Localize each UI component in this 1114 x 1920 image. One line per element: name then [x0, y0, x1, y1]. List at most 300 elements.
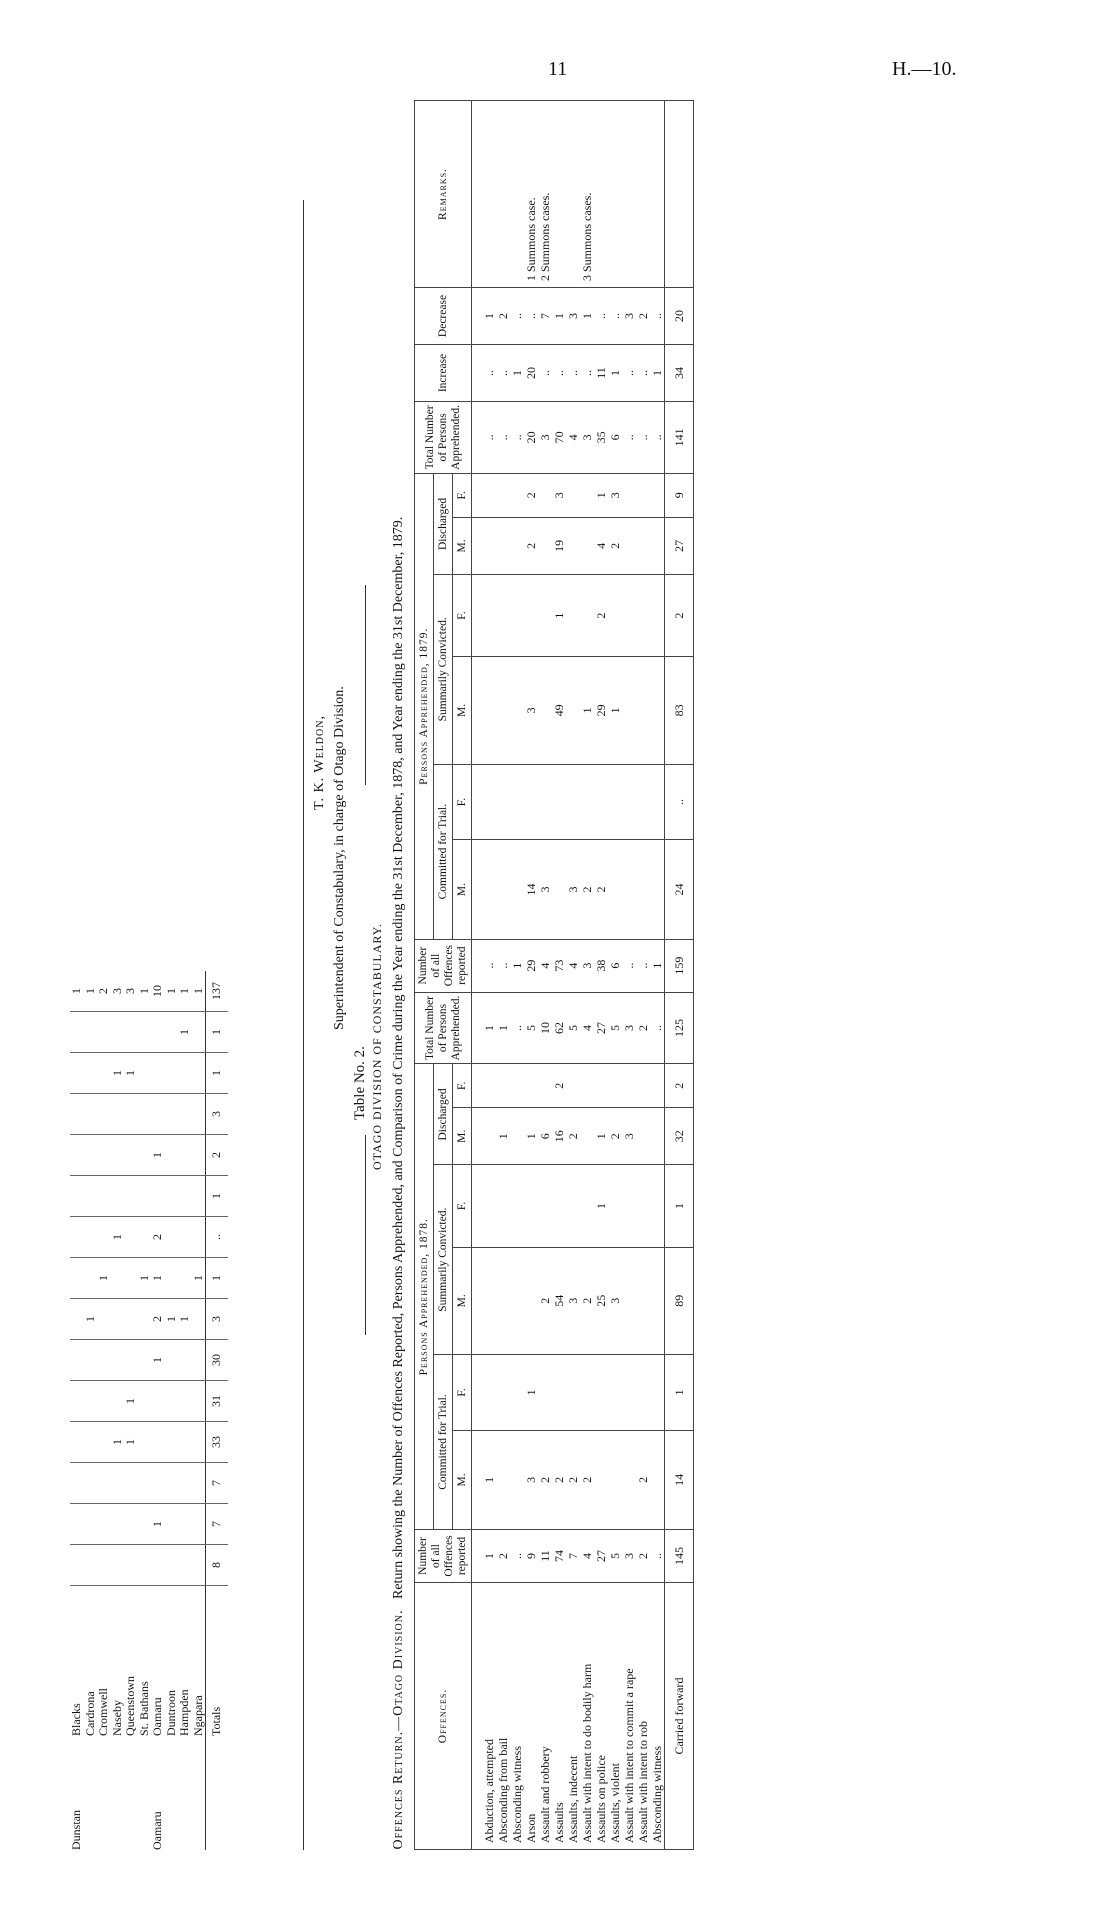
totals-cell: 31 [206, 1381, 229, 1422]
cell-1878: .. [510, 992, 524, 1064]
col-m: M. [453, 657, 472, 765]
cell-1879: .. [496, 402, 510, 474]
cell-1878 [580, 1355, 594, 1431]
cell-decrease: .. [524, 288, 538, 345]
cell-remarks: 2 Summons cases. [538, 101, 552, 288]
district-cell [124, 1463, 138, 1504]
cell-1879: 4 [594, 517, 608, 574]
cell-increase: 1 [608, 345, 622, 402]
district-cell [70, 1217, 84, 1258]
district-cell [151, 1422, 165, 1463]
cell-1878 [472, 1064, 497, 1108]
district-cell [165, 1545, 179, 1586]
totals-cell: .. [206, 1217, 229, 1258]
cell-1879 [524, 575, 538, 657]
cell-1879 [594, 764, 608, 840]
district-cell [111, 1504, 125, 1545]
district-cell [70, 1504, 84, 1545]
cf-1878: 1 [665, 1355, 694, 1431]
cell-remarks [636, 101, 650, 288]
district-cell [97, 1135, 111, 1176]
cell-1879 [636, 517, 650, 574]
district-cell [97, 1504, 111, 1545]
district-row [192, 971, 206, 1850]
totals-cell: 8 [206, 1545, 229, 1586]
district-cell [165, 1381, 179, 1422]
district-cell: 1 [178, 971, 192, 1012]
cell-remarks [608, 101, 622, 288]
cell-1878: 1 [472, 992, 497, 1064]
cell-1879: 3 [538, 402, 552, 474]
offence-row [622, 101, 636, 1850]
district-cell [138, 1422, 152, 1463]
cell-1879: 2 [594, 840, 608, 939]
offence-name: Assaults [552, 1583, 566, 1850]
cell-1878 [608, 1064, 622, 1108]
cell-1879: 70 [552, 402, 566, 474]
cell-1879: .. [650, 402, 665, 474]
cell-1879 [566, 764, 580, 840]
offence-name: Assaults, violent [608, 1583, 622, 1850]
cell-1879 [566, 575, 580, 657]
district-cell [165, 1217, 179, 1258]
cell-1879: 3 [538, 840, 552, 939]
cell-1878: 1 [496, 992, 510, 1064]
cell-1878: .. [650, 992, 665, 1064]
district-cell [165, 1504, 179, 1545]
district-cell [178, 1217, 192, 1258]
col-group-1878: Persons Apprehended, 1878. [415, 1064, 434, 1530]
col-m: M. [453, 1247, 472, 1355]
district-cell [124, 1135, 138, 1176]
station-name: Hampden [177, 1689, 191, 1736]
cell-decrease: 3 [566, 288, 580, 345]
district-cell: 1 [165, 1299, 179, 1340]
district-cell: 2 [97, 971, 111, 1012]
cell-1878: 3 [622, 1530, 636, 1583]
cell-1878 [472, 1108, 497, 1165]
totals-cell: 3 [206, 1094, 229, 1135]
district-cell [84, 1176, 98, 1217]
cell-1878: 2 [636, 992, 650, 1064]
cell-remarks: 3 Summons cases. [580, 101, 594, 288]
cell-1879 [636, 657, 650, 765]
district-cell [111, 1176, 125, 1217]
cell-1879: 2 [524, 473, 538, 517]
cell-1879: 3 [566, 840, 580, 939]
totals-cell: 1 [206, 1258, 229, 1299]
cell-1879: .. [472, 939, 497, 992]
district-cell [111, 1340, 125, 1381]
offence-row [580, 101, 594, 1850]
col-m: M. [453, 1108, 472, 1165]
district-cell [165, 1340, 179, 1381]
cell-1879 [510, 840, 524, 939]
district-cell [97, 1422, 111, 1463]
cell-1879 [608, 764, 622, 840]
cell-1879 [510, 657, 524, 765]
district-cell [84, 1422, 98, 1463]
offence-row [496, 101, 510, 1850]
cell-remarks: 1 Summons case. [524, 101, 538, 288]
totals-cell: 1 [206, 1012, 229, 1053]
cell-1878 [566, 1165, 580, 1247]
cell-1878 [594, 1355, 608, 1431]
district-row [84, 971, 98, 1850]
cell-1879: .. [622, 402, 636, 474]
totals-cell: 2 [206, 1135, 229, 1176]
cell-1879: 3 [524, 657, 538, 765]
cell-1879 [580, 517, 594, 574]
cell-increase: .. [636, 345, 650, 402]
district-cell [97, 1094, 111, 1135]
cell-1878: 7 [566, 1530, 580, 1583]
district-cell [111, 1012, 125, 1053]
cell-1879 [608, 840, 622, 939]
cf-1878: 89 [665, 1247, 694, 1355]
cell-1878 [622, 1247, 636, 1355]
cell-1879 [580, 764, 594, 840]
cell-1878 [566, 1355, 580, 1431]
cell-1879 [472, 575, 497, 657]
district-name: Dunstan [69, 1810, 83, 1850]
totals-cell: 1 [206, 1176, 229, 1217]
cf-1878: 1 [665, 1165, 694, 1247]
district-cell [97, 1012, 111, 1053]
cell-decrease: 3 [622, 288, 636, 345]
offence-row [636, 101, 650, 1850]
cell-1879: 38 [594, 939, 608, 992]
cell-1878: 2 [580, 1247, 594, 1355]
cell-increase: .. [622, 345, 636, 402]
district-cell [138, 1217, 152, 1258]
district-cell [192, 1012, 206, 1053]
cell-1878: 16 [552, 1108, 566, 1165]
district-cell [165, 1094, 179, 1135]
division-title: OTAGO DIVISION OF CONSTABULARY. [370, 923, 384, 1170]
cell-1878 [650, 1247, 665, 1355]
district-cell [70, 1053, 84, 1094]
cell-1878 [594, 1430, 608, 1529]
cell-increase: .. [538, 345, 552, 402]
station-name: St. Bathans [136, 1681, 151, 1736]
cell-1878 [496, 1165, 510, 1247]
offence-row [472, 101, 497, 1850]
cell-1878: 11 [538, 1530, 552, 1583]
district-cell [70, 1258, 84, 1299]
cell-1878 [496, 1355, 510, 1431]
cell-1878: 5 [566, 992, 580, 1064]
col-reported-1878: Number of all Offences reported [415, 1530, 472, 1583]
col-committed-1879: Committed for Trial. [434, 764, 453, 939]
district-name [84, 1740, 98, 1850]
col-group-1879: Persons Apprehended, 1879. [415, 473, 434, 939]
district-cell [84, 1545, 98, 1586]
cell-1879 [472, 764, 497, 840]
offence-row [566, 101, 580, 1850]
col-m: M. [453, 1430, 472, 1529]
cf-1879: 141 [665, 402, 694, 474]
cf-1878: 2 [665, 1064, 694, 1108]
cf-1879: 27 [665, 517, 694, 574]
district-cell [178, 1094, 192, 1135]
offence-name: Arson [524, 1583, 538, 1850]
cell-1879 [650, 764, 665, 840]
offence-row [552, 101, 566, 1850]
col-committed-1878: Committed for Trial. [434, 1355, 453, 1530]
totals-cell: 7 [206, 1504, 229, 1545]
district-name [124, 1740, 138, 1850]
cell-1878 [510, 1247, 524, 1355]
district-cell [192, 1176, 206, 1217]
district-cell [178, 1340, 192, 1381]
district-cell [138, 1176, 152, 1217]
district-cell [151, 1176, 165, 1217]
district-row [70, 971, 84, 1850]
cell-1878 [472, 1165, 497, 1247]
cell-1879 [472, 840, 497, 939]
offence-name: Assaults, indecent [566, 1583, 580, 1850]
offence-row [650, 101, 665, 1850]
cell-1879: .. [636, 939, 650, 992]
title-rule [365, 1135, 366, 1335]
cell-1878: 2 [538, 1430, 552, 1529]
district-cell [151, 1053, 165, 1094]
cell-1879 [472, 473, 497, 517]
cell-1878: .. [510, 1530, 524, 1583]
district-cell [124, 1012, 138, 1053]
cell-1878 [510, 1165, 524, 1247]
cell-1879 [650, 517, 665, 574]
district-cell [178, 1545, 192, 1586]
district-cell [165, 1258, 179, 1299]
cell-1878: 3 [566, 1247, 580, 1355]
district-name [192, 1740, 206, 1850]
cell-1878: 5 [608, 992, 622, 1064]
cf-1878: 32 [665, 1108, 694, 1165]
cell-1879: 2 [524, 517, 538, 574]
cell-1878 [650, 1108, 665, 1165]
district-cell [70, 1381, 84, 1422]
district-cell [192, 1340, 206, 1381]
col-f: F. [453, 473, 472, 517]
col-total-1878: Total Number of Persons Apprehended. [415, 992, 472, 1064]
cell-1879: 3 [552, 473, 566, 517]
cell-1878 [510, 1430, 524, 1529]
offence-row [524, 101, 538, 1850]
col-f: F. [453, 764, 472, 840]
district-cell [97, 1545, 111, 1586]
district-cell [111, 1545, 125, 1586]
district-cell: 1 [124, 1422, 138, 1463]
cell-1878: 2 [496, 1530, 510, 1583]
cell-1879: 2 [594, 575, 608, 657]
totals-cell: 3 [206, 1299, 229, 1340]
district-cell [138, 1545, 152, 1586]
cell-1878: 4 [580, 1530, 594, 1583]
cell-remarks [650, 101, 665, 288]
cell-1878 [524, 1247, 538, 1355]
cell-increase: .. [472, 345, 497, 402]
cell-1879 [580, 575, 594, 657]
cell-1879: .. [496, 939, 510, 992]
col-increase: Increase [415, 345, 472, 402]
cell-increase: .. [496, 345, 510, 402]
cell-1879 [566, 657, 580, 765]
cell-1879 [552, 840, 566, 939]
district-cell: 1 [84, 971, 98, 1012]
cell-1879: 19 [552, 517, 566, 574]
cell-1878 [580, 1108, 594, 1165]
district-cell: 3 [111, 971, 125, 1012]
cell-1878: 1 [472, 1530, 497, 1583]
district-totals-row [206, 971, 229, 1850]
district-cell [84, 1053, 98, 1094]
district-cell [70, 1012, 84, 1053]
station-name: Oamaru [150, 1697, 164, 1736]
cell-1879: 4 [538, 939, 552, 992]
col-m: M. [453, 840, 472, 939]
cell-1879: .. [472, 402, 497, 474]
cell-remarks [552, 101, 566, 288]
cell-1879: 1 [608, 657, 622, 765]
station-name: Ngapara [190, 1695, 205, 1736]
cell-1879 [524, 764, 538, 840]
cell-1878 [524, 1165, 538, 1247]
cell-1879 [580, 473, 594, 517]
district-name: Oamaru [150, 1811, 164, 1850]
cell-decrease: 1 [472, 288, 497, 345]
district-cell [97, 1381, 111, 1422]
col-offences: Offences. [415, 1583, 472, 1850]
district-cell: 1 [111, 1053, 125, 1094]
cell-1879 [496, 840, 510, 939]
district-cell [192, 1299, 206, 1340]
cell-1878 [594, 1064, 608, 1108]
signature-title: Superintendent of Constabulary, in charge of Otago Division. [332, 686, 347, 1030]
district-cell: 1 [165, 971, 179, 1012]
col-summarily-1879: Summarily Convicted. [434, 575, 453, 765]
district-row [124, 971, 138, 1850]
district-cell [97, 1299, 111, 1340]
cell-1879 [496, 764, 510, 840]
cell-1878: 5 [608, 1530, 622, 1583]
station-name: Naseby [109, 1700, 124, 1736]
district-cell: 2 [151, 1299, 165, 1340]
cell-increase: 20 [524, 345, 538, 402]
district-cell [70, 1545, 84, 1586]
cell-1879: 4 [566, 402, 580, 474]
district-row [165, 971, 179, 1850]
offence-name: Absconding witness [510, 1583, 524, 1850]
district-cell [138, 1340, 152, 1381]
cell-1879: 4 [566, 939, 580, 992]
cell-1879 [566, 517, 580, 574]
cell-1878: 2 [636, 1530, 650, 1583]
district-cell [124, 1217, 138, 1258]
district-cell [138, 1053, 152, 1094]
district-row [111, 971, 125, 1850]
district-cell [111, 1094, 125, 1135]
cell-1879 [496, 575, 510, 657]
cell-1878: 1 [524, 1355, 538, 1431]
cell-1879 [650, 575, 665, 657]
district-cell [84, 1135, 98, 1176]
cell-1878 [538, 1355, 552, 1431]
cell-1879 [622, 764, 636, 840]
district-row [97, 971, 111, 1850]
district-cell [111, 1381, 125, 1422]
district-cell [124, 1504, 138, 1545]
district-cell [124, 1176, 138, 1217]
district-cell: 3 [124, 971, 138, 1012]
cell-1879: 29 [594, 657, 608, 765]
district-cell: 1 [192, 971, 206, 1012]
cell-decrease: .. [594, 288, 608, 345]
offence-row [608, 101, 622, 1850]
offence-row [510, 101, 524, 1850]
district-cell [151, 1094, 165, 1135]
cell-1879 [538, 473, 552, 517]
cell-1879: 1 [510, 939, 524, 992]
totals-cell: 7 [206, 1463, 229, 1504]
cell-1878: .. [650, 1530, 665, 1583]
cf-1878: 125 [665, 992, 694, 1064]
cell-increase: 11 [594, 345, 608, 402]
col-remarks: Remarks. [415, 101, 472, 288]
district-cell [178, 1053, 192, 1094]
cell-1878 [496, 1247, 510, 1355]
station-name: Blacks [69, 1703, 83, 1736]
cell-1879: 3 [608, 473, 622, 517]
cell-1878: 25 [594, 1247, 608, 1355]
cell-1878 [510, 1355, 524, 1431]
station-name: Cardrona [82, 1691, 97, 1736]
cell-1879 [472, 517, 497, 574]
cell-decrease: 7 [538, 288, 552, 345]
cell-1879 [510, 575, 524, 657]
cell-decrease: .. [608, 288, 622, 345]
cell-1878: 1 [594, 1165, 608, 1247]
cell-1878 [650, 1165, 665, 1247]
cell-remarks [472, 101, 497, 288]
district-cell: 1 [97, 1258, 111, 1299]
cell-1879: 3 [580, 402, 594, 474]
cell-increase: 1 [510, 345, 524, 402]
cell-remarks [594, 101, 608, 288]
district-row [151, 971, 165, 1850]
cell-1879: 29 [524, 939, 538, 992]
document-reference: H.—10. [892, 58, 957, 80]
cell-1878 [650, 1064, 665, 1108]
cell-1878 [622, 1064, 636, 1108]
district-cell [165, 1176, 179, 1217]
cell-1878 [636, 1355, 650, 1431]
district-cell [111, 1299, 125, 1340]
cell-1878: 9 [524, 1530, 538, 1583]
district-cell [70, 1135, 84, 1176]
district-cell [70, 1176, 84, 1217]
cell-1879 [496, 517, 510, 574]
cell-1878 [608, 1430, 622, 1529]
cell-1878 [636, 1108, 650, 1165]
title-rule-right [365, 585, 366, 785]
district-cell [192, 1463, 206, 1504]
col-m: M. [453, 517, 472, 574]
cell-1878 [472, 1355, 497, 1431]
cell-1879: 1 [594, 473, 608, 517]
cell-1878: 3 [608, 1247, 622, 1355]
